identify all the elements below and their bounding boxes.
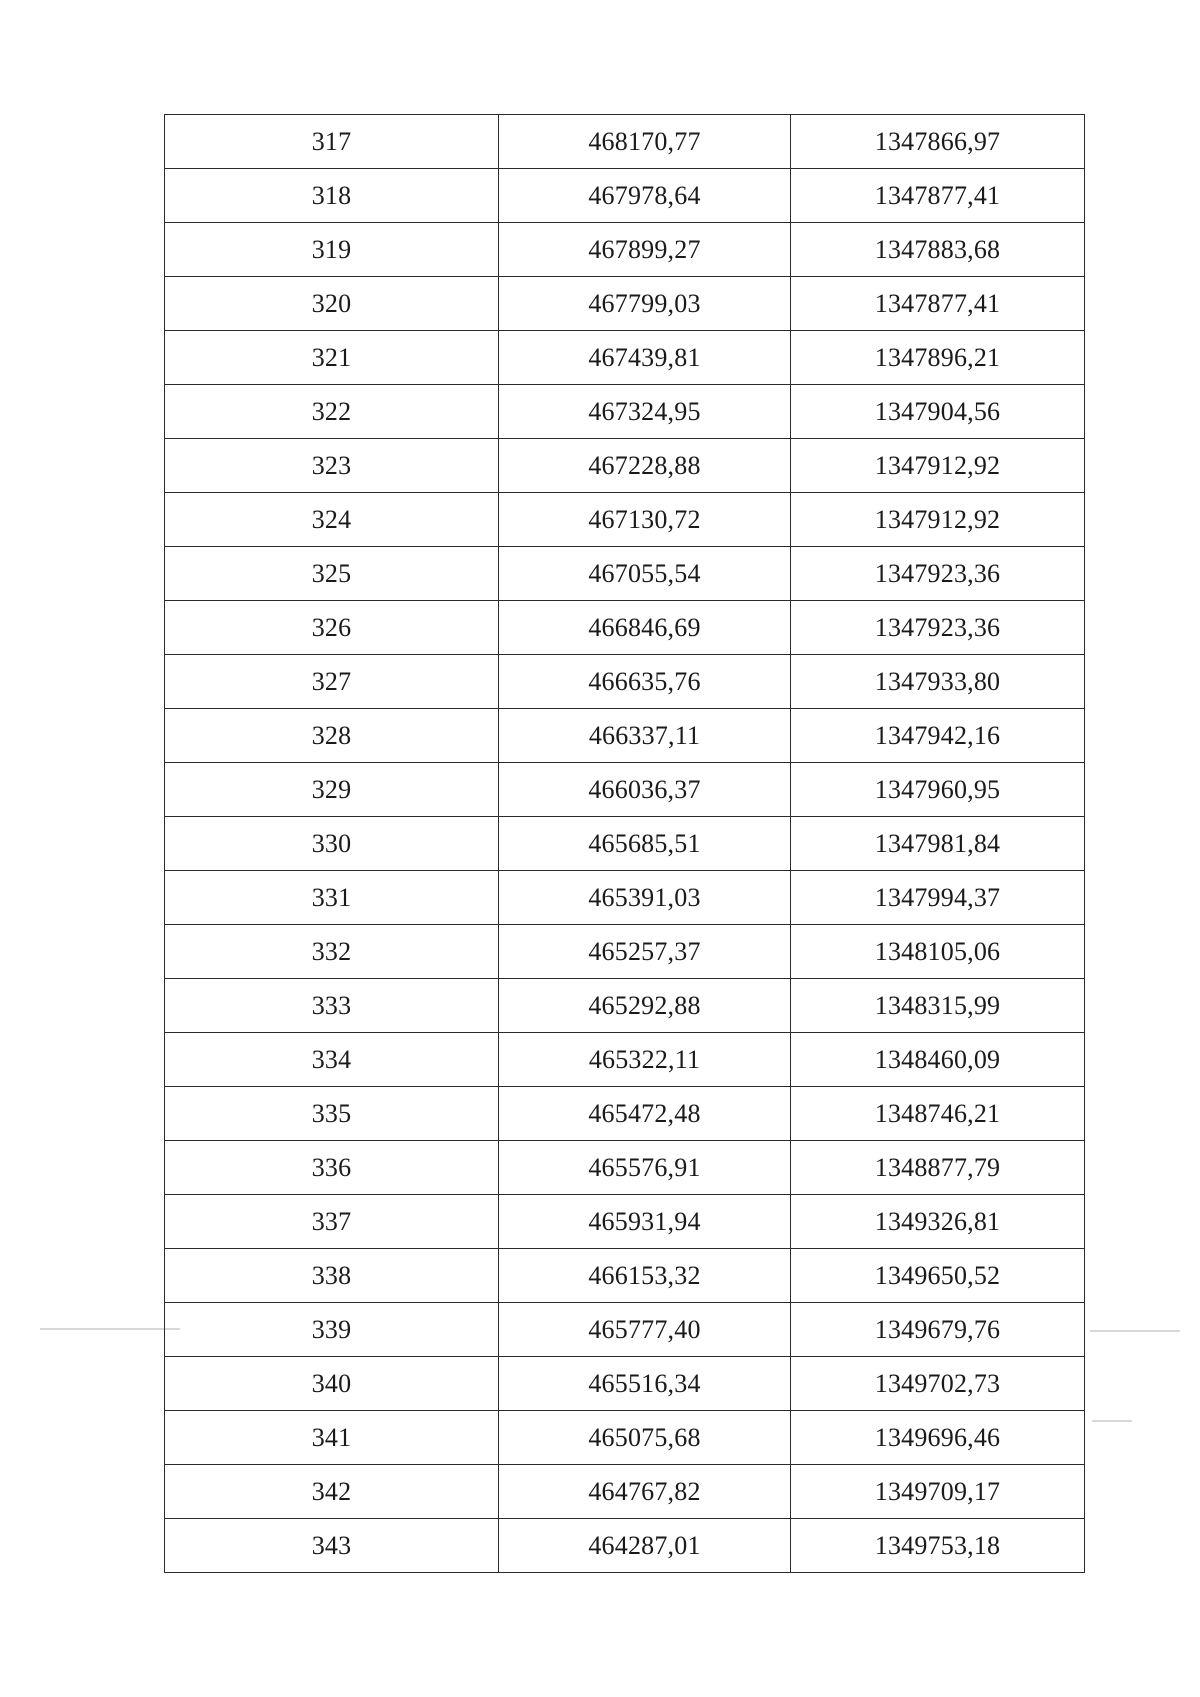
y-coordinate-cell: 1349753,18 (791, 1519, 1085, 1573)
point-number-cell: 320 (165, 277, 499, 331)
x-coordinate-cell: 467228,88 (499, 439, 791, 493)
point-number-cell: 328 (165, 709, 499, 763)
table-row (165, 1195, 1085, 1249)
y-coordinate-cell: 1347896,21 (791, 331, 1085, 385)
y-coordinate-cell: 1347866,97 (791, 115, 1085, 169)
point-number-cell: 334 (165, 1033, 499, 1087)
point-number-cell: 338 (165, 1249, 499, 1303)
point-number-cell: 326 (165, 601, 499, 655)
table-row (165, 817, 1085, 871)
table-row (165, 1249, 1085, 1303)
x-coordinate-cell: 464767,82 (499, 1465, 791, 1519)
y-coordinate-cell: 1349326,81 (791, 1195, 1085, 1249)
point-number-cell: 340 (165, 1357, 499, 1411)
x-coordinate-cell: 465576,91 (499, 1141, 791, 1195)
y-coordinate-cell: 1349702,73 (791, 1357, 1085, 1411)
table-row (165, 871, 1085, 925)
x-coordinate-cell: 467899,27 (499, 223, 791, 277)
y-coordinate-cell: 1349696,46 (791, 1411, 1085, 1465)
scan-artifact-line (1090, 1330, 1180, 1332)
y-coordinate-cell: 1347912,92 (791, 493, 1085, 547)
scan-artifact-line (1092, 1420, 1132, 1422)
x-coordinate-cell: 468170,77 (499, 115, 791, 169)
y-coordinate-cell: 1349709,17 (791, 1465, 1085, 1519)
point-number-cell: 332 (165, 925, 499, 979)
table-row (165, 1411, 1085, 1465)
point-number-cell: 325 (165, 547, 499, 601)
table-row (165, 1519, 1085, 1573)
y-coordinate-cell: 1347904,56 (791, 385, 1085, 439)
point-number-cell: 341 (165, 1411, 499, 1465)
x-coordinate-cell: 465075,68 (499, 1411, 791, 1465)
y-coordinate-cell: 1347942,16 (791, 709, 1085, 763)
point-number-cell: 336 (165, 1141, 499, 1195)
table-row (165, 1141, 1085, 1195)
y-coordinate-cell: 1348877,79 (791, 1141, 1085, 1195)
y-coordinate-cell: 1347923,36 (791, 601, 1085, 655)
x-coordinate-cell: 465685,51 (499, 817, 791, 871)
point-number-cell: 330 (165, 817, 499, 871)
y-coordinate-cell: 1347877,41 (791, 277, 1085, 331)
y-coordinate-cell: 1348746,21 (791, 1087, 1085, 1141)
point-number-cell: 327 (165, 655, 499, 709)
x-coordinate-cell: 465322,11 (499, 1033, 791, 1087)
x-coordinate-cell: 466337,11 (499, 709, 791, 763)
y-coordinate-cell: 1347981,84 (791, 817, 1085, 871)
table-row (165, 115, 1085, 169)
x-coordinate-cell: 464287,01 (499, 1519, 791, 1573)
y-coordinate-cell: 1347994,37 (791, 871, 1085, 925)
x-coordinate-cell: 467799,03 (499, 277, 791, 331)
x-coordinate-cell: 465292,88 (499, 979, 791, 1033)
coordinates-table-container (164, 114, 1084, 1573)
point-number-cell: 324 (165, 493, 499, 547)
x-coordinate-cell: 465257,37 (499, 925, 791, 979)
x-coordinate-cell: 466036,37 (499, 763, 791, 817)
point-number-cell: 343 (165, 1519, 499, 1573)
point-number-cell: 331 (165, 871, 499, 925)
x-coordinate-cell: 467055,54 (499, 547, 791, 601)
point-number-cell: 337 (165, 1195, 499, 1249)
point-number-cell: 321 (165, 331, 499, 385)
coordinates-table (164, 114, 1085, 1573)
y-coordinate-cell: 1347877,41 (791, 169, 1085, 223)
x-coordinate-cell: 465516,34 (499, 1357, 791, 1411)
table-row (165, 601, 1085, 655)
x-coordinate-cell: 465777,40 (499, 1303, 791, 1357)
table-row (165, 331, 1085, 385)
point-number-cell: 323 (165, 439, 499, 493)
point-number-cell: 339 (165, 1303, 499, 1357)
table-row (165, 979, 1085, 1033)
point-number-cell: 319 (165, 223, 499, 277)
y-coordinate-cell: 1347960,95 (791, 763, 1085, 817)
x-coordinate-cell: 465931,94 (499, 1195, 791, 1249)
table-row (165, 277, 1085, 331)
table-row (165, 493, 1085, 547)
x-coordinate-cell: 466846,69 (499, 601, 791, 655)
y-coordinate-cell: 1347883,68 (791, 223, 1085, 277)
point-number-cell: 329 (165, 763, 499, 817)
table-row (165, 169, 1085, 223)
point-number-cell: 322 (165, 385, 499, 439)
y-coordinate-cell: 1347923,36 (791, 547, 1085, 601)
table-row (165, 1357, 1085, 1411)
table-row (165, 1033, 1085, 1087)
x-coordinate-cell: 466153,32 (499, 1249, 791, 1303)
table-row (165, 547, 1085, 601)
x-coordinate-cell: 465472,48 (499, 1087, 791, 1141)
table-row (165, 385, 1085, 439)
y-coordinate-cell: 1349650,52 (791, 1249, 1085, 1303)
x-coordinate-cell: 467130,72 (499, 493, 791, 547)
y-coordinate-cell: 1347912,92 (791, 439, 1085, 493)
y-coordinate-cell: 1348105,06 (791, 925, 1085, 979)
point-number-cell: 342 (165, 1465, 499, 1519)
x-coordinate-cell: 466635,76 (499, 655, 791, 709)
x-coordinate-cell: 467439,81 (499, 331, 791, 385)
y-coordinate-cell: 1349679,76 (791, 1303, 1085, 1357)
x-coordinate-cell: 465391,03 (499, 871, 791, 925)
table-row (165, 709, 1085, 763)
point-number-cell: 318 (165, 169, 499, 223)
table-row (165, 763, 1085, 817)
y-coordinate-cell: 1348460,09 (791, 1033, 1085, 1087)
table-row (165, 1087, 1085, 1141)
point-number-cell: 333 (165, 979, 499, 1033)
table-row (165, 1303, 1085, 1357)
y-coordinate-cell: 1348315,99 (791, 979, 1085, 1033)
y-coordinate-cell: 1347933,80 (791, 655, 1085, 709)
point-number-cell: 335 (165, 1087, 499, 1141)
point-number-cell: 317 (165, 115, 499, 169)
coordinates-table-body (165, 115, 1085, 1573)
table-row (165, 925, 1085, 979)
table-row (165, 1465, 1085, 1519)
table-row (165, 655, 1085, 709)
table-row (165, 439, 1085, 493)
scan-artifact-line (40, 1328, 180, 1330)
table-row (165, 223, 1085, 277)
x-coordinate-cell: 467324,95 (499, 385, 791, 439)
x-coordinate-cell: 467978,64 (499, 169, 791, 223)
